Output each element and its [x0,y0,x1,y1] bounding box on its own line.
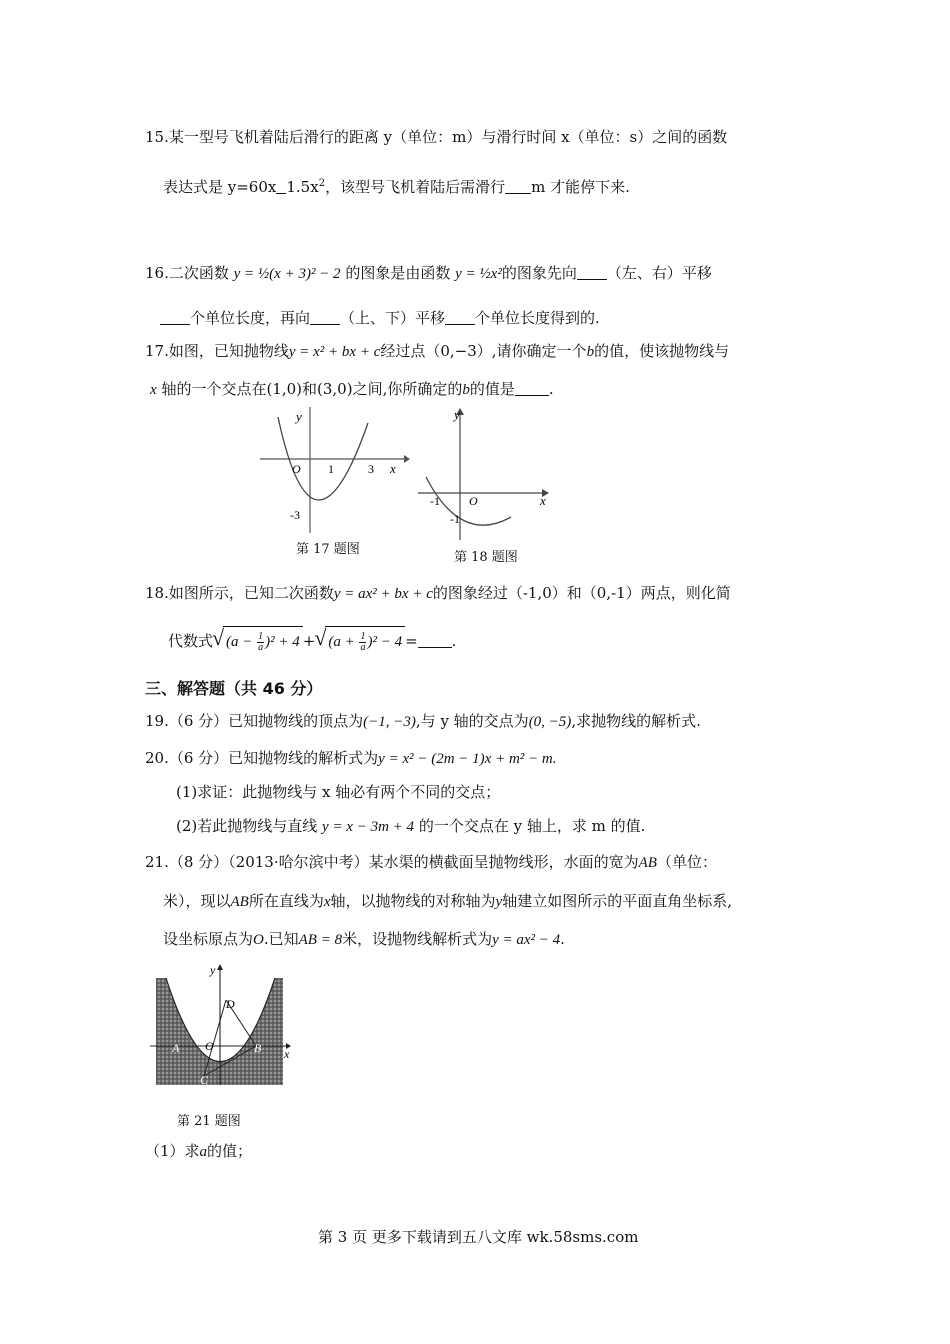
fig21-label-o: O [205,1039,214,1053]
q20-part2-b: 的一个交点在 y 轴上，求 m 的值. [418,817,646,835]
q18-sqrt2-a: (a + [328,634,359,650]
fig18-label-y: y [454,407,460,422]
q20-formula: y = x² − (2m − 1)x + m² − m. [378,751,557,767]
q21-text-a: 21.（8 分）（2013·哈尔滨中考）某水渠的横截面呈抛物线形，水面的宽为 [145,853,639,871]
q17-var-b2: b [462,382,470,398]
q15-line1: 15.某一型号飞机着陆后滑行的距离 y（单位：m）与滑行时间 x（单位：s）之间的函数 [145,128,728,146]
fig18-label-neg1x: -1 [430,494,440,508]
q17-line2: x 轴的一个交点在(1,0)和(3,0)之间,你所确定的b的值是 . [150,380,554,398]
q16-blank-3[interactable] [310,310,340,325]
fig17-label-neg3: -3 [290,508,300,522]
q15-answer-blank[interactable] [505,179,531,194]
q17-var-x: x [150,382,157,398]
q16-text-c: 的图象先向 [501,264,577,282]
q21-text-b: （单位： [656,853,717,871]
q21-x: x [323,894,331,910]
q18-frac1-num: 1 [258,631,264,643]
fig18-caption: 第 18 题图 [454,550,518,565]
q21-line3 [163,928,565,951]
q16-formula-1: y = ½(x + 3)² − 2 [233,266,341,282]
q20-text-a: 20.（6 分）已知抛物线的解析式为 [145,749,379,767]
q18-sqrt1-b: )² + 4 [265,634,300,650]
q18-equals: = [405,632,418,650]
fig21-y-arrow [217,964,223,970]
q16-blank-1[interactable] [577,265,607,280]
fig18-label-o: O [469,494,478,508]
q21-part1 [145,1140,252,1163]
q16-text-e: 个单位长度，再向 [190,309,311,327]
q19-text-a: 19.（6 分）已知抛物线的顶点为 [145,712,364,730]
q17-text-a: 17.如图，已知抛物线 [145,342,289,360]
q16-text-b: 的图象是由函数 [345,264,451,282]
q21-text-d: 所在直线为 [248,892,324,910]
q17-text-b: 经过点（0,−3）,请你确定一个 [380,342,587,360]
q18-answer-blank[interactable] [418,633,452,648]
q21-period: . [560,930,565,948]
q16-blank-2[interactable] [160,310,190,325]
q21-ab-eq: AB = 8 [298,932,343,948]
q19-intercept: (0, −5) [528,714,572,730]
fig17-label-3: 3 [368,462,374,476]
q18-line2: 代数式√ (a − $\frac{1}{a}$ )² + 4 +√ (a + $\frac{1}{a}$ )² − 4 = . [168,626,456,657]
q21-text-f: 轴建立如图所示的平面直角坐标系, [502,892,732,910]
fig17-label-o: O [292,462,301,476]
q21-text-i: 米，设抛物线解析式为 [342,930,493,948]
fig17-x-arrow [404,455,410,463]
q19-text-b: ,与 y 轴的交点为 [415,712,529,730]
q19-line [145,710,701,733]
q17-var-b: b [586,344,595,360]
q16-line2 [160,307,600,329]
q19-vertex: (−1, −3) [363,714,416,730]
q21-part1-var: a [199,1144,208,1160]
q18-text-c: 代数式 [168,632,214,650]
q15-line2 [163,173,630,198]
q20-line-formula: y = x − 3m + 4 [322,819,415,835]
q16-blank-4[interactable] [445,310,475,325]
q18-text-b: 的图象经过（-1,0）和（0,-1）两点，则化简 [432,584,731,602]
fig17-graph [258,405,410,535]
q18-frac2-den: a [360,642,366,654]
q20-part1: (1)求证：此抛物线与 x 轴必有两个不同的交点； [176,783,501,801]
q19-text-c: ,求抛物线的解析式. [571,712,701,730]
q21-ab2: AB [230,894,249,910]
q17-text-c: 的值，使该抛物线与 [594,342,730,360]
q17-line1 [145,340,729,363]
q17-text-d: 轴的一个交点在(1,0)和(3,0)之间,你所确定的 [161,380,463,398]
q15-expr-a: 表达式是 y=60x [163,178,277,196]
fig17-label-x: x [390,461,396,476]
q16-text-f: （上、下）平移 [340,309,446,327]
q21-line1 [145,851,717,874]
fig21-label-y: y [210,963,216,977]
q18-sqrt1-a: (a − [226,634,257,650]
q16-line1 [145,262,712,285]
q21-formula: y = ax² − 4 [492,932,561,948]
q21-text-e: 轴，以抛物线的对称轴为 [330,892,496,910]
q17-text-e: 的值是 [469,380,515,398]
page-footer: 第 3 页 更多下载请到五八文库 wk.58sms.com [318,1228,639,1246]
section-3-title: 三、解答题（共 46 分） [145,679,323,698]
q21-o: O [253,932,264,948]
q20-line1 [145,747,557,770]
q15-expr-b: 1.5x [286,178,319,196]
q18-frac-2 [359,632,366,653]
q18-sqrt-1 [223,626,303,657]
fig21-label-b: B [254,1041,262,1055]
fig21-label-a: A [172,1041,180,1055]
q21-part1-b: 的值； [207,1142,253,1160]
q18-text-a: 18.如图所示，已知二次函数 [145,584,334,602]
q17-formula: y = x² + bx + c [288,344,381,360]
fig21-label-d: D [226,997,235,1011]
q15-exp: 2 [318,178,326,189]
q15-minus-blank [276,179,286,194]
q18-sqrt-2 [325,626,405,657]
fig17-label-1: 1 [328,462,334,476]
q15-text-d: m 才能停下来. [531,178,630,196]
q18-line1 [145,582,731,605]
q18-frac2-num: 1 [360,631,366,643]
fig17-caption: 第 17 题图 [296,542,360,557]
fig21-label-c: C [200,1073,209,1087]
fig18-graph [416,405,556,545]
q20-part2 [176,815,645,838]
fig17-label-y: y [296,409,302,424]
fig18-label-neg1y: -1 [450,512,460,526]
q18-frac1-den: a [258,642,264,654]
q16-text-a: 16.二次函数 [145,264,229,282]
q21-line2 [163,890,732,913]
q21-text-g: 设坐标原点为 [163,930,254,948]
fig18-label-x: x [540,493,546,508]
q15-text-c: ，该型号飞机着陆后需滑行 [325,178,506,196]
q18-formula: y = ax² + bx + c [333,586,433,602]
q18-plus: + [302,632,316,650]
q21-y: y [495,894,503,910]
q21-ab: AB [638,855,657,871]
fig21-label-x: x [284,1047,290,1061]
q21-part1-a: （1）求 [145,1142,200,1160]
q16-text-g: 个单位长度得到的. [475,309,600,327]
q18-frac-1 [257,632,264,653]
fig21-graph [150,960,298,1090]
q20-part2-a: (2)若此抛物线与直线 [176,817,318,835]
q21-text-h: .已知 [263,930,299,948]
q16-formula-2: y = ½x² [455,266,502,282]
q18-sqrt2-b: )² − 4 [367,634,403,650]
q16-text-d: （左、右）平移 [606,264,712,282]
fig21-caption: 第 21 题图 [177,1114,241,1129]
q17-answer-blank[interactable] [515,381,549,396]
q21-text-c: 米），现以 [163,892,231,910]
